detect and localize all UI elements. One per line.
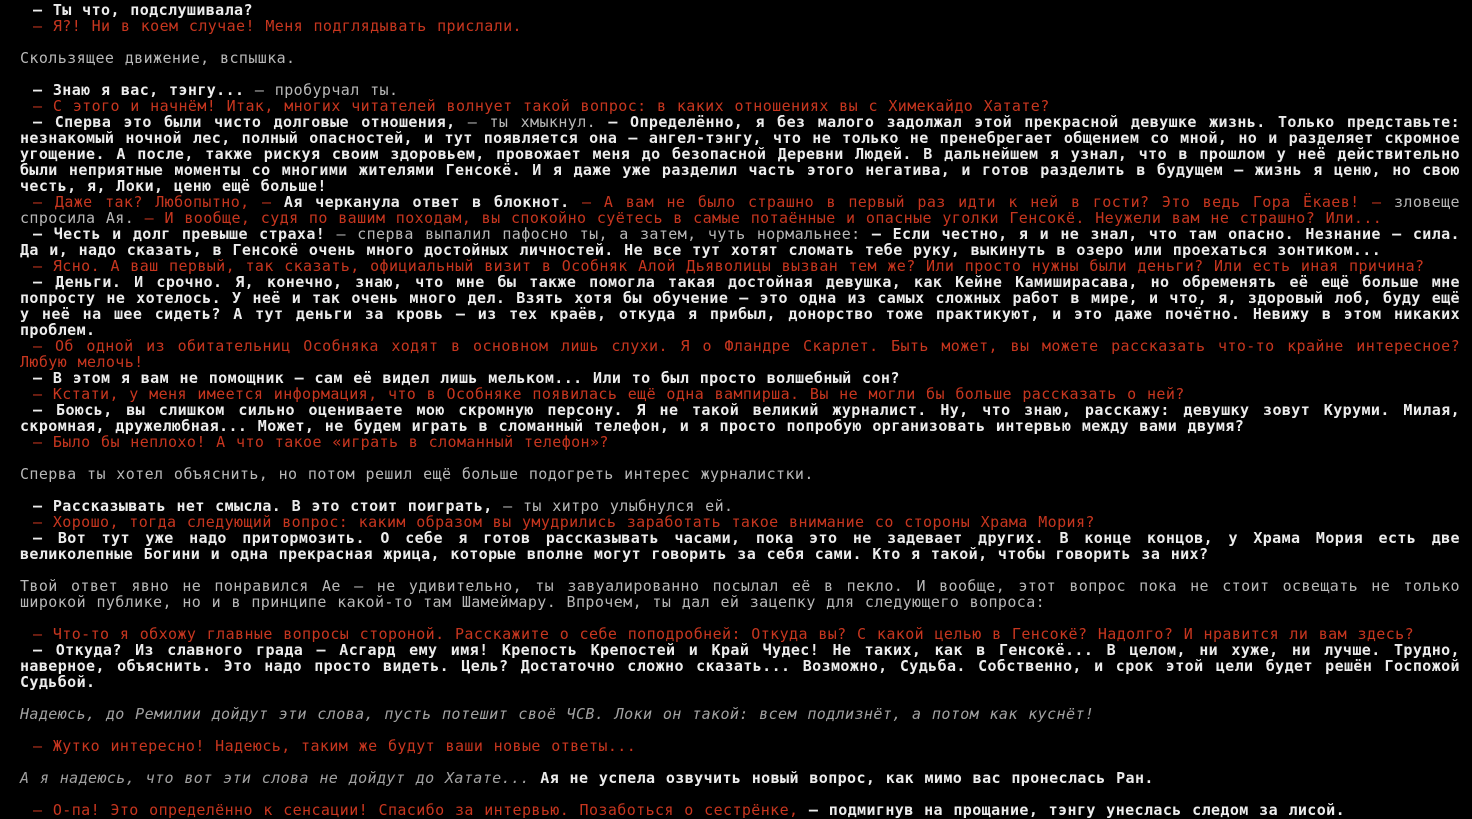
paragraph bbox=[20, 98, 1460, 114]
text-segment-red: — Об одной из обитательниц Особняка ходят в основном лишь слухи. Я о Фландре Скарлет. Быть может, вы можете рассказать что-то крайне интересное? Любую мелочь! bbox=[20, 337, 1460, 371]
blank-line bbox=[20, 34, 1460, 50]
text-segment-narr: — ты хмыкнул. bbox=[467, 113, 609, 131]
text-segment-speech: — Боюсь, вы слишком сильно оцениваете мою скромную персону. Я не такой великий журналист. Ну, что знаю, расскажу: девушку зовут Куруми. Милая, скромная, дружелюбная... Может, не будем играть в сломанный телефон, и я просто попробую организовать интервью между вами двумя? bbox=[20, 401, 1460, 435]
paragraph bbox=[20, 738, 1460, 754]
text-segment-narr: зловеще спросила Ая. bbox=[20, 193, 1460, 227]
paragraph bbox=[20, 466, 1460, 482]
paragraph bbox=[20, 2, 1460, 18]
paragraph bbox=[20, 706, 1460, 722]
paragraph bbox=[20, 642, 1460, 690]
paragraph bbox=[20, 226, 1460, 258]
text-segment-speech: — Вот тут уже надо притормозить. О себе я готов рассказывать часами, пока это не задевает других. В конце концов, у Храма Мория есть две великолепные Богини и одна прекрасная жрица, которые вполне могут говорить за себя сами. Кто я такой, чтобы говорить за них? bbox=[20, 529, 1460, 563]
text-segment-narr: — ты хитро улыбнулся ей. bbox=[503, 497, 734, 515]
text-segment-red: — Что-то я обхожу главные вопросы стороной. Расскажите о себе поподробней: Откуда вы? С какой целью в Генсокё? Надолго? И нравится ли вам здесь? bbox=[33, 625, 1415, 643]
blank-line bbox=[20, 610, 1460, 626]
paragraph bbox=[20, 514, 1460, 530]
paragraph bbox=[20, 50, 1460, 66]
text-segment-red: — Ясно. А ваш первый, так сказать, официальный визит в Особняк Алой Дьяволицы вызван тем же? Или просто нужны были деньги? Или есть иная причина? bbox=[33, 257, 1425, 275]
text-segment-red: — А вам не было страшно в первый раз идти к ней в гости? Это ведь Гора Ёкаев! — bbox=[581, 193, 1394, 211]
story-text bbox=[20, 2, 1460, 818]
text-segment-speech: — Если честно, я и не знал, что там опасно. Незнание — сила. Да и, надо сказать, в Генсокё очень много достойных личностей. Не все тут хотят сломать тебе руку, выкинуть в озеро или проехаться зонтиком... bbox=[20, 225, 1460, 259]
text-segment-thought: А я надеюсь, что вот эти слова не дойдут до Хатате... bbox=[20, 769, 541, 787]
text-segment-speech: — Честь и долг превыше страха! bbox=[33, 225, 337, 243]
text-segment-red: — О-па! Это определённо к сенсации! Спасибо за интервью. Позаботься о сестрёнке, bbox=[33, 801, 809, 819]
paragraph bbox=[20, 18, 1460, 34]
paragraph bbox=[20, 338, 1460, 370]
text-segment-narr: — пробурчал ты. bbox=[254, 81, 399, 99]
text-segment-speech: — Рассказывать нет смысла. В это стоит поиграть, bbox=[33, 497, 504, 515]
paragraph bbox=[20, 386, 1460, 402]
text-segment-speech: — В этом я вам не помощник — сам её видел лишь мельком... Или то был просто волшебный сон? bbox=[33, 369, 900, 387]
blank-line bbox=[20, 786, 1460, 802]
text-segment-speech: — Ты что, подслушивала? bbox=[33, 1, 253, 19]
text-segment-narr: Скользящее движение, вспышка. bbox=[20, 49, 296, 67]
text-segment-red: — С этого и начнём! Итак, многих читателей волнует такой вопрос: в каких отношениях вы с Химекайдо Хатате? bbox=[33, 97, 1050, 115]
blank-line bbox=[20, 482, 1460, 498]
text-segment-red: — Жутко интересно! Надеюсь, таким же будут ваши новые ответы... bbox=[33, 737, 637, 755]
text-segment-red: — Кстати, у меня имеется информация, что в Особняке появилась ещё одна вампирша. Вы не могли бы больше рассказать о ней? bbox=[33, 385, 1185, 403]
text-segment-speech: — Определённо, я без малого задолжал этой прекрасной девушке жизнь. Только представьте: незнакомый ночной лес, полный опасностей, и тут появляется она — ангел-тэнгу, что не только не пренебрегает общением со мной, но и разделяет скромное угощение. А после, также рискуя своим здоровьем, провожает меня до безопасной Деревни Людей. В дальнейшем я узнал, что в прошлом у неё действительно были неприятные моменты со многими жителями Генсокё. И я даже уже разделил часть этого негатива, и готов разделить в будущем — жизнь я ценю, но свою честь, я, Локи, ценю ещё больше! bbox=[20, 113, 1460, 195]
paragraph bbox=[20, 802, 1460, 818]
text-segment-narr: Сперва ты хотел объяснить, но потом решил ещё больше подогреть интерес журналистки. bbox=[20, 465, 814, 483]
text-segment-red: — И вообще, судя по вашим походам, вы спокойно суётесь в самые потаённые и опасные уголки Генсокё. Неужели вам не страшно? Или... bbox=[144, 209, 1383, 227]
text-segment-red: — Хорошо, тогда следующий вопрос: каким образом вы умудрились заработать такое внимание со стороны Храма Мория? bbox=[33, 513, 1095, 531]
blank-line bbox=[20, 722, 1460, 738]
text-segment-thought: Надеюсь, до Ремилии дойдут эти слова, пусть потешит своё ЧСВ. Локи он такой: всем подлизнёт, а потом как куснёт! bbox=[20, 705, 1095, 723]
paragraph bbox=[20, 626, 1460, 642]
text-segment-speech: — Откуда? Из славного града — Асгард ему имя! Крепость Крепостей и Край Чудес! Не таких, как в Генсокё... В целом, ни хуже, ни лучше. Трудно, наверное, объяснить. Это надо просто видеть. Цель? Достаточно сложно сказать... Возможно, Судьба. Собственно, и срок этой цели будет решён Госпожой Судьбой. bbox=[20, 641, 1460, 691]
blank-line bbox=[20, 66, 1460, 82]
text-segment-speech: — Деньги. И срочно. Я, конечно, знаю, что мне бы также помогла такая достойная девушка, как Кейне Камиширасава, но обременять её ещё больше мне попросту не хотелось. У неё и так очень много дел. Взять хотя бы обучение — это одна из самых сложных работ в мире, и что, я, здоровый лоб, буду ещё у неё на шее сидеть? А тут деньги за кровь — из тех краёв, откуда я прибыл, донорство тоже практикуют, и это даже почётно. Невижу в этом никаких проблем. bbox=[20, 273, 1460, 339]
text-segment-speech: — Сперва это были чисто долговые отношения, bbox=[33, 113, 468, 131]
text-segment-narr: Твой ответ явно не понравился Ае — не удивительно, ты завуалированно посылал её в пекло. И вообще, этот вопрос пока не стоит освещать не только широкой публике, но и в принципе какой-то там Шамеймару. Впрочем, ты дал ей зацепку для следующего вопроса: bbox=[20, 577, 1460, 611]
paragraph bbox=[20, 274, 1460, 338]
paragraph bbox=[20, 578, 1460, 610]
paragraph bbox=[20, 530, 1460, 562]
blank-line bbox=[20, 450, 1460, 466]
paragraph bbox=[20, 114, 1460, 194]
paragraph bbox=[20, 770, 1460, 786]
blank-line bbox=[20, 562, 1460, 578]
paragraph bbox=[20, 434, 1460, 450]
blank-line bbox=[20, 690, 1460, 706]
text-segment-red: — Я?! Ни в коем случае! Меня подглядывать прислали. bbox=[33, 17, 522, 35]
text-segment-narr: — сперва выпалил пафосно ты, а затем, чуть нормальнее: bbox=[336, 225, 872, 243]
text-segment-speech: — Знаю я вас, тэнгу... bbox=[33, 81, 255, 99]
text-segment-speech: Ая не успела озвучить новый вопрос, как мимо вас пронеслась Ран. bbox=[540, 769, 1154, 787]
text-segment-speech: — подмигнув на прощание, тэнгу унеслась следом за лисой. bbox=[808, 801, 1346, 819]
paragraph bbox=[20, 82, 1460, 98]
paragraph bbox=[20, 402, 1460, 434]
text-segment-red: — Было бы неплохо! А что такое «играть в сломанный телефон»? bbox=[33, 433, 609, 451]
text-segment-speech: Ая черканула ответ в блокнот. bbox=[283, 193, 582, 211]
paragraph bbox=[20, 258, 1460, 274]
paragraph bbox=[20, 194, 1460, 226]
blank-line bbox=[20, 754, 1460, 770]
text-segment-red: — Даже так? Любопытно, — bbox=[33, 193, 284, 211]
paragraph bbox=[20, 498, 1460, 514]
paragraph bbox=[20, 370, 1460, 386]
